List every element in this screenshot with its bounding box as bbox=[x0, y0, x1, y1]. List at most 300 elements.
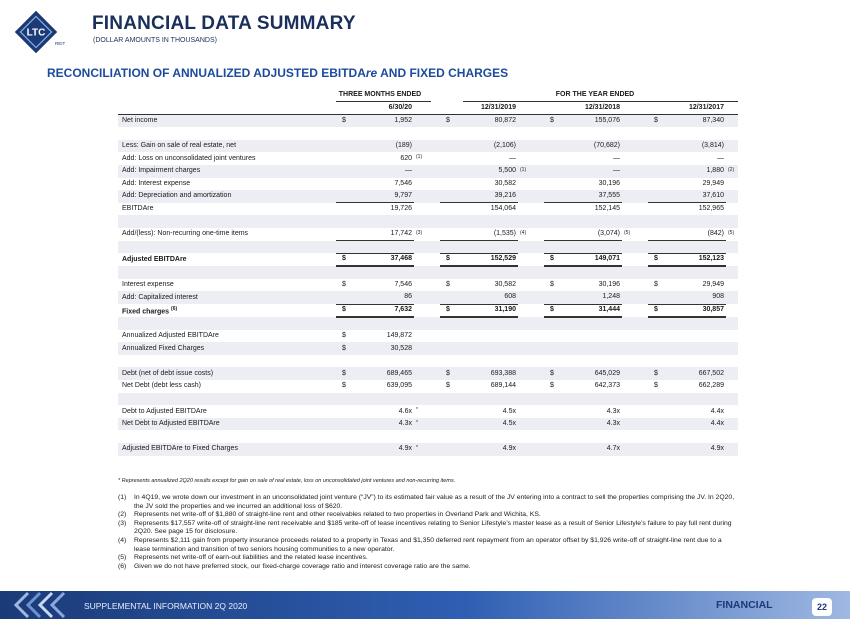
footnote-ref bbox=[726, 443, 738, 456]
currency-symbol bbox=[336, 443, 350, 456]
table-cell-value bbox=[662, 430, 726, 443]
row-label bbox=[118, 317, 336, 330]
reconciliation-table bbox=[118, 102, 738, 456]
three-months-ended-header: THREE MONTHS ENDED bbox=[338, 91, 422, 98]
currency-symbol bbox=[336, 266, 350, 279]
currency-symbol bbox=[336, 393, 350, 406]
footnote-ref bbox=[622, 140, 648, 153]
currency-symbol bbox=[544, 443, 558, 456]
table-row bbox=[118, 405, 738, 418]
currency-symbol bbox=[440, 291, 454, 304]
currency-symbol bbox=[544, 342, 558, 355]
currency-symbol bbox=[440, 342, 454, 355]
table-cell-value bbox=[662, 317, 726, 330]
table-cell-value: 4.3x bbox=[606, 407, 620, 415]
currency-symbol bbox=[544, 127, 558, 140]
table-cell-value: (189) bbox=[350, 140, 414, 153]
logo-subtext: REIT bbox=[55, 41, 66, 46]
currency-symbol: $ bbox=[648, 304, 662, 317]
column-header: 12/31/2017 bbox=[662, 102, 726, 114]
row-label bbox=[118, 393, 336, 406]
currency-symbol bbox=[336, 165, 350, 178]
footnote-ref bbox=[518, 342, 544, 355]
footnote-ref bbox=[518, 418, 544, 431]
currency-symbol: $ bbox=[648, 253, 662, 266]
table-cell-value: 4.4x bbox=[662, 418, 726, 431]
row-label: Add: Capitalized interest bbox=[118, 291, 336, 304]
currency-symbol bbox=[440, 152, 454, 165]
table-row bbox=[118, 393, 738, 406]
footnote-ref bbox=[726, 405, 738, 418]
currency-symbol: $ bbox=[336, 114, 350, 127]
table-cell-value: (842) bbox=[662, 228, 726, 241]
table-cell-value: 908 bbox=[662, 291, 726, 304]
row-label bbox=[118, 241, 336, 254]
currency-symbol bbox=[440, 228, 454, 241]
table-cell-value: 30,528 bbox=[350, 342, 414, 355]
footnote-ref: * bbox=[414, 418, 440, 431]
year-ended-header: FOR THE YEAR ENDED bbox=[555, 91, 635, 98]
footnote-ref bbox=[726, 253, 738, 266]
row-label: Fixed charges $^{(6)}$ bbox=[122, 305, 178, 316]
currency-symbol bbox=[440, 165, 454, 178]
footnote-ref bbox=[726, 178, 738, 191]
footnote-ref bbox=[414, 291, 440, 304]
footnote-ref bbox=[414, 253, 440, 266]
table-cell-value: 693,388 bbox=[454, 367, 518, 380]
footnote-ref bbox=[518, 127, 544, 140]
currency-symbol: $ bbox=[440, 253, 454, 266]
row-label bbox=[118, 355, 336, 368]
footnote-ref bbox=[726, 140, 738, 153]
footnote-ref bbox=[726, 355, 738, 368]
row-label: EBITDAre bbox=[122, 205, 154, 213]
currency-symbol: $ bbox=[648, 367, 662, 380]
table-row bbox=[118, 317, 738, 330]
currency-symbol bbox=[544, 241, 558, 254]
footnote-ref bbox=[414, 241, 440, 254]
currency-symbol bbox=[336, 317, 350, 330]
currency-symbol: $ bbox=[544, 253, 558, 266]
currency-symbol bbox=[544, 215, 558, 228]
currency-symbol bbox=[544, 405, 558, 418]
table-cell-value: 31,190 bbox=[454, 304, 518, 317]
table-row bbox=[118, 443, 738, 456]
row-label bbox=[118, 215, 336, 228]
currency-symbol bbox=[544, 430, 558, 443]
currency-symbol bbox=[648, 330, 662, 343]
footnote-ref bbox=[518, 178, 544, 191]
table-cell-value: 667,502 bbox=[662, 367, 726, 380]
row-label: Add: Depreciation and amortization bbox=[118, 190, 336, 203]
currency-symbol bbox=[648, 355, 662, 368]
currency-symbol bbox=[440, 418, 454, 431]
table-cell-value: 29,949 bbox=[702, 179, 724, 187]
currency-symbol bbox=[336, 140, 350, 153]
currency-symbol bbox=[544, 140, 558, 153]
currency-symbol bbox=[440, 330, 454, 343]
footnote-ref bbox=[518, 430, 544, 443]
row-label: Annualized Fixed Charges bbox=[118, 342, 336, 355]
footnotes bbox=[118, 494, 738, 571]
table-cell-value: 639,095 bbox=[386, 382, 412, 390]
table-cell-value: 149,071 bbox=[558, 253, 622, 266]
currency-symbol bbox=[440, 266, 454, 279]
table-cell-value: 4.9x bbox=[350, 443, 414, 456]
currency-symbol bbox=[648, 140, 662, 153]
table-row bbox=[118, 367, 738, 380]
footnote-ref bbox=[414, 190, 440, 203]
footnote-ref: * bbox=[414, 443, 440, 456]
table-row bbox=[118, 140, 738, 153]
table-cell-value bbox=[350, 127, 414, 140]
table-cell-value: 4.4x bbox=[710, 407, 724, 415]
row-label: Interest expense bbox=[122, 281, 174, 289]
currency-symbol: $ bbox=[544, 114, 558, 127]
footnote-ref bbox=[518, 304, 544, 317]
row-label: Adjusted EBITDAre to Fixed Charges bbox=[118, 443, 336, 456]
currency-symbol bbox=[440, 430, 454, 443]
footnote-ref bbox=[622, 393, 648, 406]
currency-symbol bbox=[336, 178, 350, 191]
currency-symbol: $ bbox=[446, 382, 450, 390]
currency-symbol: $ bbox=[440, 367, 454, 380]
table-cell-value bbox=[662, 330, 726, 343]
table-row bbox=[118, 430, 738, 443]
row-label bbox=[118, 127, 336, 140]
table-cell-value: 4.9x bbox=[454, 443, 518, 456]
footnote-ref bbox=[518, 405, 544, 418]
footnote-ref bbox=[518, 140, 544, 153]
footnote-ref: (1) bbox=[518, 165, 544, 178]
table-cell-value: 4.7x bbox=[558, 443, 622, 456]
table-cell-value: 689,144 bbox=[490, 382, 516, 390]
footnote-item: (5) Represents net write-off of earn-out liabilities and the related lease incentives. bbox=[118, 554, 368, 562]
currency-symbol bbox=[336, 355, 350, 368]
table-cell-value: 30,582 bbox=[494, 281, 516, 289]
table-cell-value: 4.5x bbox=[454, 418, 518, 431]
table-cell-value bbox=[350, 215, 414, 228]
footnote-ref bbox=[518, 393, 544, 406]
page-number: 22 bbox=[812, 598, 832, 616]
footnote-ref bbox=[726, 291, 738, 304]
footnote-ref bbox=[726, 430, 738, 443]
table-cell-value bbox=[558, 330, 622, 343]
currency-symbol bbox=[648, 317, 662, 330]
footnote-item: (6) Given we do not have preferred stock, our fixed-charge coverage ratio and interest coverage ratio are the same. bbox=[118, 562, 471, 570]
footer-section-label: FINANCIAL bbox=[716, 599, 773, 611]
footnote-ref bbox=[622, 443, 648, 456]
row-label: Debt to Adjusted EBITDAre bbox=[122, 407, 207, 415]
table-row bbox=[118, 330, 738, 343]
row-label: Add: Impairment charges bbox=[118, 165, 336, 178]
footnote-ref bbox=[622, 266, 648, 279]
table-cell-value bbox=[558, 266, 622, 279]
table-cell-value: 19,726 bbox=[390, 205, 412, 213]
table-cell-value: 608 bbox=[454, 291, 518, 304]
footnote-ref bbox=[622, 165, 648, 178]
currency-symbol bbox=[336, 405, 350, 418]
currency-symbol bbox=[648, 342, 662, 355]
table-cell-value: 149,872 bbox=[386, 331, 412, 339]
table-cell-value: 1,880 bbox=[662, 165, 726, 178]
currency-symbol: $ bbox=[648, 114, 662, 127]
table-cell-value: 37,555 bbox=[558, 190, 622, 203]
table-cell-value: 30,196 bbox=[598, 179, 620, 187]
table-cell-value: 7,546 bbox=[394, 179, 412, 187]
footnote-ref bbox=[622, 203, 648, 216]
table-cell-value: 152,145 bbox=[594, 205, 620, 213]
table-cell-value bbox=[454, 393, 518, 406]
ltc-logo bbox=[14, 10, 76, 54]
footnote-ref bbox=[622, 291, 648, 304]
footnote-ref bbox=[622, 342, 648, 355]
footnote-ref bbox=[622, 114, 648, 127]
currency-symbol bbox=[544, 291, 558, 304]
row-label: Debt (net of debt issue costs) bbox=[118, 367, 336, 380]
table-cell-value: 155,076 bbox=[558, 114, 622, 127]
currency-symbol bbox=[544, 330, 558, 343]
currency-symbol: $ bbox=[336, 367, 350, 380]
table-cell-value bbox=[558, 430, 622, 443]
footnote-ref bbox=[726, 380, 738, 393]
table-cell-value bbox=[350, 430, 414, 443]
currency-symbol bbox=[648, 443, 662, 456]
currency-symbol: $ bbox=[342, 281, 346, 289]
currency-symbol: $ bbox=[342, 382, 346, 390]
footnote-ref bbox=[518, 317, 544, 330]
footnote-ref bbox=[414, 178, 440, 191]
table-cell-value: 662,289 bbox=[698, 382, 724, 390]
table-cell-value: 86 bbox=[350, 291, 414, 304]
footnote-ref bbox=[622, 190, 648, 203]
table-cell-value: 29,949 bbox=[702, 281, 724, 289]
currency-symbol: $ bbox=[336, 342, 350, 355]
table-cell-value: 17,742 bbox=[350, 228, 414, 241]
currency-symbol: $ bbox=[336, 253, 350, 266]
table-row bbox=[118, 228, 738, 241]
footnote-ref bbox=[414, 266, 440, 279]
currency-symbol bbox=[648, 203, 662, 216]
currency-symbol bbox=[648, 266, 662, 279]
table-cell-value: 645,029 bbox=[558, 367, 622, 380]
table-cell-value: 5,500 bbox=[454, 165, 518, 178]
table-cell-value: — bbox=[613, 154, 620, 162]
table-row bbox=[118, 190, 738, 203]
row-label: Add: Loss on unconsolidated joint ventures bbox=[122, 154, 256, 162]
footnote-ref: * bbox=[416, 407, 418, 414]
footnote-ref bbox=[622, 355, 648, 368]
currency-symbol bbox=[648, 165, 662, 178]
footnote-ref bbox=[518, 203, 544, 216]
column-header: 12/31/2019 bbox=[454, 102, 518, 114]
table-cell-value: (2,106) bbox=[454, 140, 518, 153]
currency-symbol bbox=[440, 190, 454, 203]
table-cell-value: 689,465 bbox=[350, 367, 414, 380]
table-row bbox=[118, 342, 738, 355]
currency-symbol bbox=[440, 127, 454, 140]
footnote-item: (3) Represents $17,557 write-off of straight-line rent receivable and $185 write-off of lease incentives relating to Senior Lifestyle’s master lease as a result of Senior Lifestyle’s failure to pay full rent during 2Q20. See page 15 for disclosure. bbox=[118, 519, 732, 536]
footnote-ref: (1) bbox=[416, 154, 423, 161]
currency-symbol bbox=[544, 266, 558, 279]
footnote-ref bbox=[414, 165, 440, 178]
footnote-ref bbox=[622, 405, 648, 418]
table-cell-value: 37,468 bbox=[350, 253, 414, 266]
currency-symbol bbox=[544, 165, 558, 178]
table-cell-value: — bbox=[717, 154, 724, 162]
table-cell-value: 152,123 bbox=[662, 253, 726, 266]
column-header: 12/31/2018 bbox=[558, 102, 622, 114]
table-cell-value: (3,814) bbox=[662, 140, 726, 153]
currency-symbol: $ bbox=[336, 304, 350, 317]
footnote-ref bbox=[414, 215, 440, 228]
footnote-ref bbox=[414, 203, 440, 216]
table-cell-value: 642,373 bbox=[594, 382, 620, 390]
currency-symbol bbox=[440, 355, 454, 368]
table-cell-value bbox=[662, 127, 726, 140]
table-cell-value bbox=[350, 355, 414, 368]
table-cell-value bbox=[454, 355, 518, 368]
table-row bbox=[118, 165, 738, 178]
currency-symbol bbox=[648, 190, 662, 203]
table-cell-value bbox=[454, 241, 518, 254]
table-cell-value bbox=[558, 241, 622, 254]
currency-symbol bbox=[440, 215, 454, 228]
currency-symbol bbox=[544, 152, 558, 165]
column-header: 6/30/20 bbox=[350, 102, 414, 114]
footnote-ref bbox=[414, 140, 440, 153]
currency-symbol bbox=[336, 228, 350, 241]
row-label: Less: Gain on sale of real estate, net bbox=[118, 140, 336, 153]
footnote-ref bbox=[518, 330, 544, 343]
table-cell-value: 87,340 bbox=[662, 114, 726, 127]
currency-symbol bbox=[648, 215, 662, 228]
row-label: Net Debt to Adjusted EBITDAre bbox=[118, 418, 336, 431]
table-cell-value bbox=[558, 127, 622, 140]
table-cell-value: 152,965 bbox=[698, 205, 724, 213]
footnote-ref bbox=[622, 367, 648, 380]
footnote-ref: (3) bbox=[416, 229, 423, 236]
table-cell-value bbox=[350, 317, 414, 330]
footnote-ref bbox=[726, 367, 738, 380]
footnote-ref: (2) bbox=[726, 165, 738, 178]
footnote-ref bbox=[414, 317, 440, 330]
currency-symbol: $ bbox=[550, 281, 554, 289]
row-label: Net Debt (debt less cash) bbox=[122, 382, 201, 390]
footnote-ref bbox=[518, 367, 544, 380]
currency-symbol: $ bbox=[544, 367, 558, 380]
currency-symbol bbox=[544, 393, 558, 406]
footnote-ref bbox=[622, 253, 648, 266]
footnote-ref bbox=[726, 342, 738, 355]
table-cell-value bbox=[454, 266, 518, 279]
footnote-ref bbox=[518, 114, 544, 127]
table-cell-value bbox=[350, 241, 414, 254]
footnote-ref bbox=[414, 355, 440, 368]
currency-symbol bbox=[648, 430, 662, 443]
table-row bbox=[118, 380, 738, 393]
table-cell-value bbox=[662, 266, 726, 279]
currency-symbol bbox=[336, 215, 350, 228]
footnote-ref bbox=[622, 215, 648, 228]
table-row bbox=[118, 203, 738, 216]
currency-symbol: $ bbox=[544, 304, 558, 317]
row-label bbox=[118, 430, 336, 443]
table-cell-value: 30,196 bbox=[598, 281, 620, 289]
currency-symbol bbox=[440, 317, 454, 330]
footnote-ref bbox=[414, 330, 440, 343]
footnote-ref bbox=[726, 241, 738, 254]
currency-symbol bbox=[440, 405, 454, 418]
currency-symbol bbox=[336, 190, 350, 203]
table-row bbox=[118, 355, 738, 368]
row-label: Adjusted EBITDAre bbox=[122, 255, 187, 263]
footnote-ref bbox=[518, 266, 544, 279]
currency-symbol bbox=[648, 152, 662, 165]
table-cell-value: (3,074) bbox=[558, 228, 622, 241]
table-row bbox=[118, 114, 738, 127]
footnote-ref bbox=[726, 127, 738, 140]
currency-symbol bbox=[544, 418, 558, 431]
table-cell-value: 7,546 bbox=[394, 281, 412, 289]
footnote-ref bbox=[518, 241, 544, 254]
footnote-ref bbox=[726, 190, 738, 203]
table-cell-value bbox=[662, 241, 726, 254]
currency-symbol bbox=[336, 291, 350, 304]
table-cell-value bbox=[558, 355, 622, 368]
footnote-item: (1) In 4Q19, we wrote down our investment in an unconsolidated joint venture (“JV”) to its estimated fair value as a result of the JV entering into a contract to sell the properties comprising the JV. In 2Q20, the JV sold the properties and we incurred an additional loss of $620. bbox=[118, 494, 735, 510]
footnote-ref bbox=[414, 430, 440, 443]
table-cell-value bbox=[558, 342, 622, 355]
currency-symbol: $ bbox=[440, 304, 454, 317]
table-cell-value: 37,610 bbox=[662, 190, 726, 203]
table-row bbox=[118, 253, 738, 266]
footnote-ref bbox=[622, 380, 648, 393]
footnote-ref bbox=[414, 367, 440, 380]
table-cell-value: 31,444 bbox=[558, 304, 622, 317]
footnote-ref bbox=[518, 253, 544, 266]
table-cell-value: 1,952 bbox=[350, 114, 414, 127]
currency-symbol bbox=[648, 178, 662, 191]
footnote-ref bbox=[518, 380, 544, 393]
currency-symbol: $ bbox=[550, 382, 554, 390]
footnote-ref bbox=[622, 152, 648, 165]
footnote-ref: (5) bbox=[624, 229, 631, 236]
currency-symbol bbox=[336, 152, 350, 165]
footnote-ref bbox=[518, 215, 544, 228]
currency-symbol bbox=[336, 203, 350, 216]
chevron-decoration-icon bbox=[6, 591, 76, 619]
table-cell-value: 4.3x bbox=[350, 418, 414, 431]
currency-symbol bbox=[544, 355, 558, 368]
currency-symbol bbox=[336, 430, 350, 443]
currency-symbol: $ bbox=[440, 114, 454, 127]
footnote-ref bbox=[726, 203, 738, 216]
currency-symbol bbox=[648, 241, 662, 254]
footnote-ref bbox=[622, 317, 648, 330]
table-cell-value bbox=[350, 266, 414, 279]
footer-supplemental-label: SUPPLEMENTAL INFORMATION 2Q 2020 bbox=[84, 601, 248, 611]
footnote-ref bbox=[726, 152, 738, 165]
currency-symbol: $ bbox=[446, 281, 450, 289]
table-cell-value: (70,682) bbox=[558, 140, 622, 153]
currency-symbol bbox=[648, 291, 662, 304]
table-cell-value bbox=[662, 215, 726, 228]
column-header-row bbox=[118, 102, 738, 114]
footnote-ref bbox=[622, 279, 648, 292]
currency-symbol bbox=[648, 418, 662, 431]
currency-symbol bbox=[544, 178, 558, 191]
